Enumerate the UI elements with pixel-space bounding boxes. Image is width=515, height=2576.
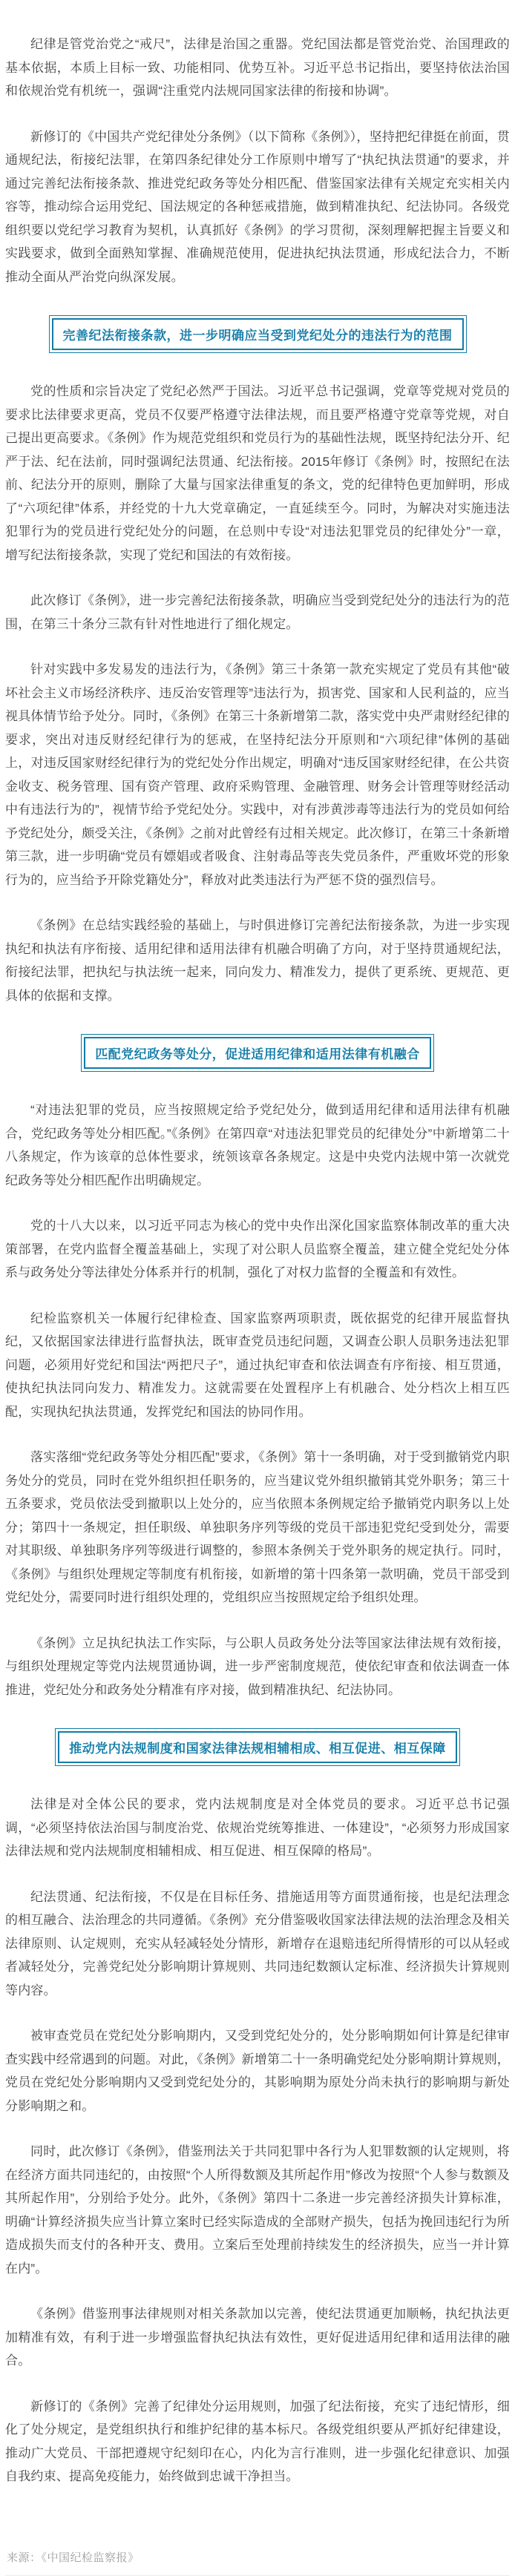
intro-paragraph-1: 纪律是管党治党之“戒尺”，法律是治国之重器。党纪国法都是管党治党、治国理政的基本依据，本质上目标一致、功能相同、优势互补。习近平总书记指出，要坚持依法治国和依规治党有机统一，强调“注重党内法规同国家法律的衔接和协调”。 — [5, 37, 510, 98]
section-2-paragraph-1: “对违法犯罪的党员，应当按照规定给予党纪处分，做到适用纪律和适用法律有机融合，党纪政务等处分相匹配。”《条例》在第四章“对违法犯罪党员的纪律处分”中新增第二十八条规定，作为该章的总体性要求，统领该章各条规定。这是中央党内法规中第一次就党纪政务等处分相匹配作出明确规定。 — [5, 1103, 510, 1187]
section-3-heading — [5, 1728, 510, 1766]
section-1-heading — [5, 315, 510, 353]
section-3-heading-text: 推动党内法规制度和国家法律法规相辅相成、相互促进、相互保障 — [58, 1731, 457, 1763]
section-2-heading-box — [81, 1034, 434, 1072]
section-3-paragraph-3: 被审查党员在党纪处分影响期内，又受到党纪处分的，处分影响期如何计算是纪律审查实践中经常遇到的问题。对此，《条例》新增第二十一条明确党纪处分影响期计算规则，党员在党纪处分影响期内又受到党纪处分的，其影响期为原处分尚未执行的影响期与新处分影响期之和。 — [5, 2029, 510, 2113]
section-1-heading-box — [49, 315, 467, 353]
source-line: 来源：《中国纪检监察报》 — [7, 2551, 140, 2564]
section-3-paragraph-4: 同时，此次修订《条例》，借鉴刑法关于共同犯罪中各行为人犯罪数额的认定规则，将在经济方面共同违纪的，由按照“个人所得数额及其所起作用”修改为按照“个人参与数额及其所起作用”，分别给予处分。此外，《条例》第四十二条进一步完善经济损失计算标准，明确“计算经济损失应当计算立案时已经实际造成的全部财产损失，包括为挽回违纪行为所造成损失而支付的各种开支、费用。立案后至处理前持续发生的经济损失，应当一并计算在内”。 — [5, 2144, 510, 2276]
section-3-paragraph-1: 法律是对全体公民的要求，党内法规制度是对全体党员的要求。习近平总书记强调，“必须坚持依法治国与制度治党、依规治党统筹推进、一体建设”，“必须努力形成国家法律法规和党内法规制度相辅相成、相互促进、相互保障的格局”。 — [5, 1797, 510, 1858]
section-3-paragraph-2: 纪法贯通、纪法衔接，不仅是在目标任务、措施适用等方面贯通衔接，也是纪法理念的相互融合、法治理念的共同遵循。《条例》充分借鉴吸收国家法律法规的法治理念及相关法律原则、认定规则，充实从轻减轻处分情形，新增存在退赔违纪所得情形的可以从轻或者减轻处分，完善党纪处分影响期计算规则、共同违纪数额认定标准、经济损失计算规则等内容。 — [5, 1889, 510, 1997]
section-1-paragraph-1: 党的性质和宗旨决定了党纪必然严于国法。习近平总书记强调，党章等党规对党员的要求比法律要求更高，党员不仅要严格遵守法律法规，而且要严格遵守党章等党规，对自己提出更高要求。《条例》作为规范党组织和党员行为的基础性法规，既坚持纪法分开、纪严于法、纪在法前，同时强调纪法贯通、纪法衔接。2015年修订《条例》时，按照纪在法前、纪法分开的原则，删除了大量与国家法律重复的条文，党的纪律特色更加鲜明，形成了“六项纪律”体系，并经党的十九大党章确定，一直延续至今。同时，为解决对实施违法犯罪行为的党员进行党纪处分的问题，在总则中专设“对违法犯罪党员的纪律处分”一章，增写纪法衔接条款，实现了党纪和国法的有效衔接。 — [5, 384, 510, 562]
section-3-paragraph-5: 《条例》借鉴刑事法律规则对相关条款加以完善，使纪法贯通更加顺畅，执纪执法更加精准有效，有利于进一步增强监督执纪执法有效性，更好促进适用纪律和适用法律的融合。 — [5, 2307, 510, 2368]
section-1-paragraph-3: 针对实践中多发易发的违法行为，《条例》第三十条第一款充实规定了党员有其他“破坏社会主义市场经济秩序、违反治安管理等”违法行为，损害党、国家和人民利益的，应当视具体情节给予处分。同时，《条例》在第三十条新增第二款，落实党中央严肃财经纪律的要求，突出对违反财经纪律行为的惩戒，在坚持纪法分开原则和“六项纪律”体例的基础上，对违反国家财经纪律行为的党纪处分作出规定，明确对“违反国家财经纪律，在公共资金收支、税务管理、国有资产管理、政府采购管理、金融管理、财务会计管理等财经活动中有违法行为的”，视情节给予党纪处分。实践中，对有涉黄涉毒等违法行为的党员如何给予党纪处分，颇受关注，《条例》之前对此曾经有过相关规定。此次修订，在第三十条新增第三款，进一步明确“党员有嫖娼或者吸食、注射毒品等丧失党员条件，严重败坏党的形象行为的，应当给予开除党籍处分”，释放对此类违法行为严惩不贷的强烈信号。 — [5, 662, 510, 887]
section-3-paragraph-6: 新修订的《条例》完善了纪律处分运用规则，加强了纪法衔接，充实了违纪情形，细化了处分规定，是党组织执行和维护纪律的基本标尺。各级党组织要从严抓好纪律建设，推动广大党员、干部把遵规守纪刻印在心，内化为言行准则，进一步强化纪律意识、加强自我约束、提高免疫能力，始终做到忠诚干净担当。 — [5, 2399, 510, 2483]
section-2-paragraph-3: 纪检监察机关一体履行纪律检查、国家监察两项职责，既依据党的纪律开展监督执纪，又依据国家法律进行监督执法，既审查党员违纪问题，又调查公职人员职务违法犯罪问题，必须用好党纪和国法“两把尺子”，通过执纪审查和依法调查有序衔接、相互贯通，使执纪执法同向发力、精准发力。这就需要在处置程序上有机融合、处分档次上相互匹配，实现执纪执法贯通，发挥党纪和国法的协同作用。 — [5, 1311, 510, 1419]
section-2-paragraph-2: 党的十八大以来，以习近平同志为核心的党中央作出深化国家监察体制改革的重大决策部署，在党内监督全覆盖基础上，实现了对公职人员监察全覆盖，建立健全党纪处分体系与政务处分等法律处分体系并行的机制，强化了对权力监督的全覆盖和有效性。 — [5, 1219, 510, 1279]
section-1-heading-text: 完善纪法衔接条款，进一步明确应当受到党纪处分的违法行为的范围 — [52, 318, 464, 350]
section-1-paragraph-4: 《条例》在总结实践经验的基础上，与时俱进修订完善纪法衔接条款，为进一步实现执纪和执法有序衔接、适用纪律和适用法律有机融合明确了方向，对于坚持贯通规纪法，衔接纪法罪，把执纪与执法统一起来，同向发力、精准发力，提供了更系统、更规范、更具体的依据和支撑。 — [5, 918, 510, 1003]
section-3-heading-box — [55, 1728, 460, 1766]
section-1-paragraph-2: 此次修订《条例》，进一步完善纪法衔接条款，明确应当受到党纪处分的违法行为的范围，在第三十条分三款有针对性地进行了细化规定。 — [5, 593, 510, 631]
intro-paragraph-2: 新修订的《中国共产党纪律处分条例》（以下简称《条例》），坚持把纪律挺在前面，贯通规纪法，衔接纪法罪，在第四条纪律处分工作原则中增写了“执纪执法贯通”的要求，并通过完善纪法衔接条款、推进党纪政务等处分相匹配、借鉴国家法律有关规定充实相关内容等，推动综合运用党纪、国法规定的各种惩戒措施，做到精准执纪、纪法协同。各级党组织要以党纪学习教育为契机，认真抓好《条例》的学习贯彻，深刻理解把握主旨要义和实践要求，做到全面熟知掌握、准确规范使用，促进执纪执法贯通，形成纪法合力，不断推动全面从严治党向纵深发展。 — [5, 129, 510, 284]
section-2-heading — [5, 1034, 510, 1072]
section-2-heading-text: 匹配党纪政务等处分，促进适用纪律和适用法律有机融合 — [84, 1037, 431, 1069]
section-2-paragraph-4: 落实落细“党纪政务等处分相匹配”要求，《条例》第十一条明确，对于受到撤销党内职务处分的党员，同时在党外组织担任职务的，应当建议党外组织撤销其党外职务；第三十五条要求，党员依法受到撤职以上处分的，应当依照本条例规定给予撤销党内职务以上处分；第四十一条规定，担任职级、单独职务序列等级的党员干部违犯党纪受到处分，需要对其职级、单独职务序列等级进行调整的，参照本条例关于党外职务的规定执行。同时，《条例》与组织处理规定等制度有机衔接，如新增的第十四条第一款明确，党员干部受到党纪处分，需要同时进行组织处理的，党组织应当按照规定给予组织处理。 — [5, 1450, 510, 1604]
footer — [5, 2549, 510, 2576]
section-2-paragraph-5: 《条例》立足执纪执法工作实际，与公职人员政务处分法等国家法律法规有效衔接，与组织处理规定等党内法规贯通协调，进一步严密制度规范，使依纪审查和依法调查一体推进，党纪处分和政务处分精准有序对接，做到精准执纪、纪法协同。 — [5, 1635, 510, 1697]
